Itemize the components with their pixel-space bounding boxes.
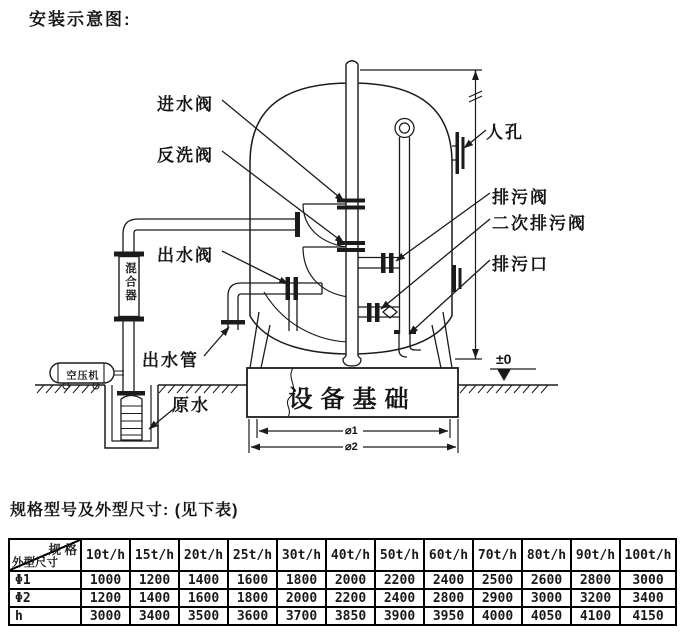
spec-cell: 2500: [473, 571, 522, 589]
spec-cell: 3950: [424, 607, 473, 625]
label-drain-outlet: 排污口: [492, 255, 549, 274]
spec-cell: 2200: [375, 571, 424, 589]
spec-cell: 2200: [326, 589, 375, 607]
label-raw-water: 原水: [172, 396, 210, 415]
col-header: 30t/h: [277, 539, 326, 571]
col-header: 20t/h: [179, 539, 228, 571]
label-air-compressor: 空压机: [66, 371, 100, 382]
row-name: h: [9, 607, 81, 625]
label-mixer: 混合器: [124, 262, 136, 303]
table-header-row: [9, 539, 676, 571]
label-equipment-foundation: 设备基础: [288, 386, 417, 413]
col-header: 70t/h: [473, 539, 522, 571]
spec-cell: 3200: [571, 589, 620, 607]
label-drain-valve: 排污阀: [492, 188, 549, 207]
corner-label-spec: 规 格: [48, 543, 77, 557]
row-name: Φ2: [9, 589, 81, 607]
col-header: 50t/h: [375, 539, 424, 571]
label-inlet-valve: 进水阀: [157, 95, 214, 114]
section-heading: 规格型号及外型尺寸: (见下表): [10, 502, 239, 519]
spec-cell: 2600: [522, 571, 571, 589]
spec-cell: 4150: [620, 607, 676, 625]
col-header: 40t/h: [326, 539, 375, 571]
spec-cell: 1800: [228, 589, 277, 607]
label-manhole: 人孔: [486, 123, 524, 142]
spec-cell: 2800: [571, 571, 620, 589]
label-outlet-valve: 出水阀: [157, 246, 214, 265]
spec-cell: 2800: [424, 589, 473, 607]
spec-cell: 2900: [473, 589, 522, 607]
spec-cell: 4100: [571, 607, 620, 625]
spec-cell: 3850: [326, 607, 375, 625]
spec-cell: 3000: [620, 571, 676, 589]
col-header: 60t/h: [424, 539, 473, 571]
spec-cell: 1200: [130, 571, 179, 589]
spec-cell: 3900: [375, 607, 424, 625]
spec-cell: 3600: [228, 607, 277, 625]
label-outlet-pipe: 出水管: [142, 351, 199, 370]
raw-water-pump: [117, 391, 145, 440]
label-dia2: ⌀2: [345, 441, 358, 453]
spec-cell: 2400: [375, 589, 424, 607]
spec-cell: 3400: [620, 589, 676, 607]
col-header: 80t/h: [522, 539, 571, 571]
spec-cell: 2000: [326, 571, 375, 589]
spec-table: [8, 538, 677, 626]
spec-cell: 1600: [179, 589, 228, 607]
col-header: 15t/h: [130, 539, 179, 571]
label-backwash-valve: 反洗阀: [157, 146, 214, 165]
spec-cell: 2000: [277, 589, 326, 607]
spec-cell: 4050: [522, 607, 571, 625]
spec-cell: 2400: [424, 571, 473, 589]
label-dia1: ⌀1: [345, 425, 358, 437]
table-row: [9, 607, 676, 625]
level-marker: [490, 369, 536, 381]
spec-cell: 3500: [179, 607, 228, 625]
corner-label-dim: 外型尺寸: [12, 557, 58, 569]
col-header: 90t/h: [571, 539, 620, 571]
col-header: 100t/h: [620, 539, 676, 571]
spec-cell: 1600: [228, 571, 277, 589]
tank-internals: [264, 204, 351, 342]
corner-cell: [9, 539, 81, 571]
col-header: 10t/h: [81, 539, 130, 571]
spec-cell: 1400: [179, 571, 228, 589]
table-row: [9, 589, 676, 607]
spec-cell: 3000: [522, 589, 571, 607]
label-secondary-drain-valve: 二次排污阀: [492, 214, 587, 233]
spec-cell: 1400: [130, 589, 179, 607]
label-level-zero: ±0: [496, 351, 512, 367]
col-header: 25t/h: [228, 539, 277, 571]
spec-cell: 4000: [473, 607, 522, 625]
spec-cell: 1800: [277, 571, 326, 589]
spec-cell: 3700: [277, 607, 326, 625]
spec-cell: 1000: [81, 571, 130, 589]
table-row: [9, 571, 676, 589]
row-name: Φ1: [9, 571, 81, 589]
page-title: 安装示意图:: [29, 10, 132, 29]
manhole-flange: [452, 132, 465, 174]
spec-cell: 3400: [130, 607, 179, 625]
spec-cell: 3000: [81, 607, 130, 625]
spec-cell: 1200: [81, 589, 130, 607]
